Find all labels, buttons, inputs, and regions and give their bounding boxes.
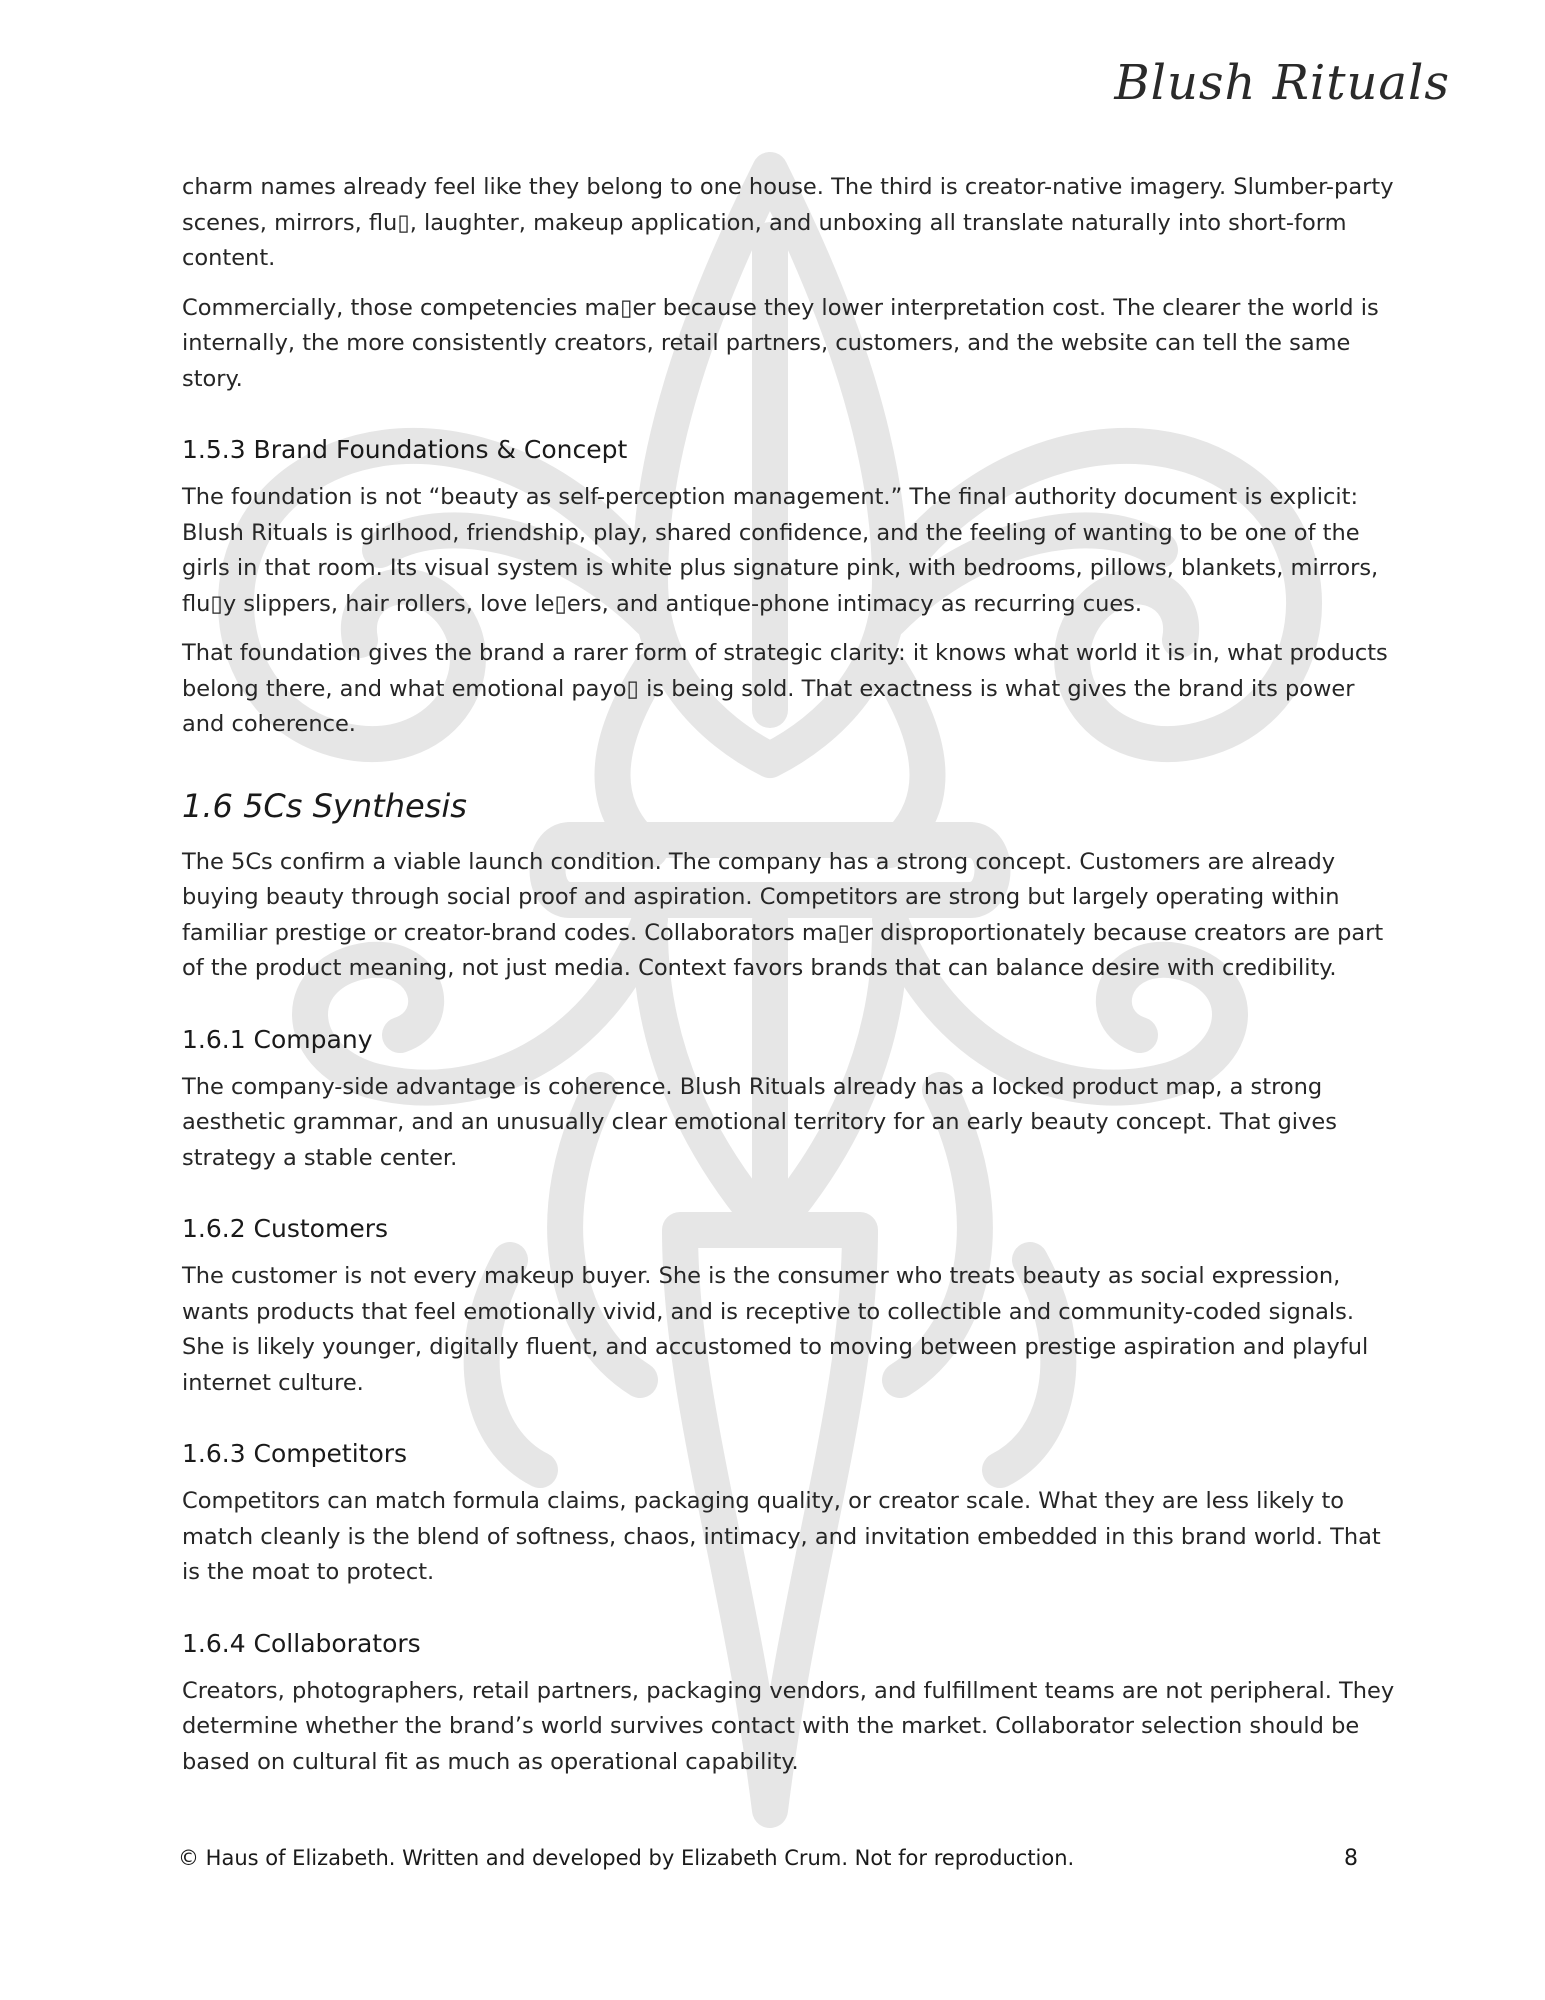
paragraph: charm names already feel like they belong to one house. The third is creator-native imagery. Slumber-party scenes, mirrors, flu▯, laughter, makeup application, and unboxing all translate naturally into short-form content. — [182, 174, 1394, 271]
section-heading-1-6: 1.6 5Cs Synthesis — [182, 786, 467, 825]
paragraph: The 5Cs confirm a viable launch condition. The company has a strong concept. Customers are already buying beauty through social proof and aspiration. Competitors are strong but largely operating within familiar prestige or creator-brand codes. Collaborators ma▯er disproportionately because creators are part of the product meaning, not just media. Context favors brands that can balance desire with credibility. — [182, 848, 1384, 981]
paragraph: The company-side advantage is coherence. Blush Rituals already has a locked product map, a strong aesthetic grammar, and an unusually clear emotional territory for an early beauty concept. That gives strategy a stable center. — [182, 1073, 1337, 1171]
paragraph: The foundation is not “beauty as self-perception management.” The final authority document is explicit: Blush Rituals is girlhood, friendship, play, shared confidence, and the feeling of wanting to be one of the girls in that room. Its visual system is white plus signature pink, with bedrooms, pillows, blankets, mirrors, flu▯y slippers, hair rollers, love le▯ers, and antique-phone intimacy as recurring cues. — [182, 484, 1379, 617]
page-footer — [178, 1846, 1358, 1870]
paragraph: Competitors can match formula claims, packaging quality, or creator scale. What they are less likely to match cleanly is the blend of softness, chaos, intimacy, and invitation embedded in this brand world. That is the moat to protect. — [182, 1488, 1381, 1585]
section-heading-1-6-2: 1.6.2 Customers — [182, 1214, 389, 1243]
paragraph: Creators, photographers, retail partners, packaging vendors, and fulfillment teams are not peripheral. They determine whether the brand’s world survives contact with the market. Collaborator selection should be based on cultural fit as much as operational capability. — [182, 1677, 1395, 1775]
page-number: 8 — [1344, 1846, 1358, 1871]
paragraph: Commercially, those competencies ma▯er because they lower interpretation cost. The clearer the world is internally, the more consistently creators, retail partners, customers, and the website can tell the same story. — [182, 294, 1379, 392]
section-heading-1-6-3: 1.6.3 Competitors — [182, 1439, 408, 1468]
paragraph: That foundation gives the brand a rarer form of strategic clarity: it knows what world it is in, what products belong there, and what emotional payo▯ is being sold. That exactness is what gives the brand its power and coherence. — [182, 640, 1388, 737]
brand-logo: Blush Rituals — [1114, 55, 1450, 111]
document-body — [182, 170, 1397, 1794]
section-heading-1-6-1: 1.6.1 Company — [182, 1024, 373, 1054]
paragraph: The customer is not every makeup buyer. She is the consumer who treats beauty as social expression, wants products that feel emotionally vivid, and is receptive to collectible and community-coded signals. She is likely younger, digitally fluent, and accustomed to moving between prestige aspiration and playful internet culture. — [182, 1263, 1369, 1396]
section-heading-1-6-4: 1.6.4 Collaborators — [182, 1628, 421, 1658]
section-heading-1-5-3: 1.5.3 Brand Foundations & Concept — [182, 435, 628, 464]
copyright-notice: © Haus of Elizabeth. Written and developed by Elizabeth Crum. Not for reproduction. — [178, 1846, 1075, 1870]
